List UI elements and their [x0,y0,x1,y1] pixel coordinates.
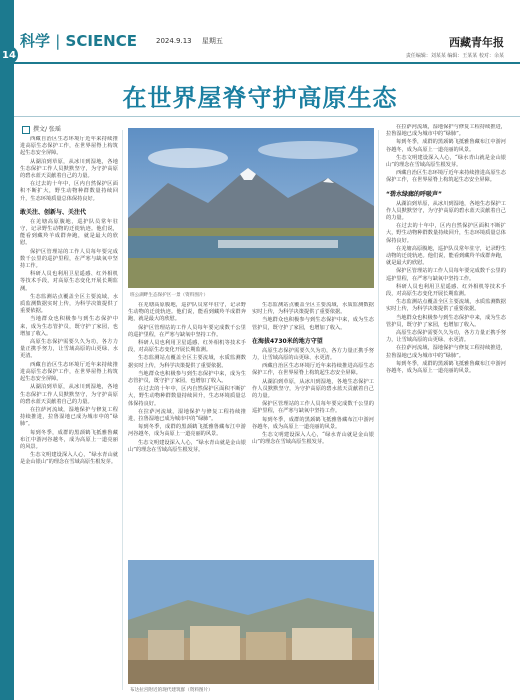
photo-caption: 班公湖畔生态保护区一景（资料图片） [130,293,209,298]
paragraph: 高原生态保护需要久久为功，各方力量正携手努力，让雪域高原的山更绿、水更清。 [386,330,506,344]
paragraph: 当地群众也积极参与到生态保护中来，成为生态管护员，既守护了家园，也增加了收入。 [128,370,246,385]
section-title: 科学 | SCIENCE [20,32,137,50]
paragraph: 在拉萨河流域，湿地保护与修复工程持续推进，拉鲁湿地已成为城市中的“绿肺”。 [386,124,506,138]
paragraph: 生态监测站点覆盖全区主要流域，水质监测数据实时上传，为科学决策提供了重要依据。 [252,302,374,316]
building-photo [128,560,374,684]
paragraph: 在拉萨河流域，湿地保护与修复工程持续推进，拉鲁湿地已成为城市中的“绿肺”。 [386,345,506,359]
article-headline: 在世界屋脊守护高原生态 [122,84,398,112]
paragraph: 科研人员也利用卫星遥感、红外相机等技术手段，对高原生态变化开展长期监测。 [128,340,246,354]
paragraph: 生态文明建设深入人心，“绿水青山就是金山银山”的理念在雪域高原生根发芽。 [20,452,118,466]
paragraph: 在拉萨河流域，湿地保护与修复工程持续推进，拉鲁湿地已成为城市中的“绿肺”。 [20,406,118,428]
date-text: 2024.9.13 [156,37,192,45]
paragraph: 高原生态保护需要久久为功，各方力量正携手努力，让雪域高原的山更绿、水更清。 [252,347,374,362]
paragraph: 当地群众也积极参与到生态保护中来，成为生态管护员，既守护了家园，也增加了收入。 [252,317,374,331]
mountain-lake-photo [128,128,374,288]
headline-rule [14,116,520,117]
paragraph: 保护区管理站的工作人员每年要完成数千公里的巡护里程，在严寒与缺氧中坚持工作。 [20,248,118,270]
paragraph: 生态文明建设深入人心，“绿水青山就是金山银山”的理念在雪域高原生根发芽。 [128,439,246,453]
photo-caption: 布达拉宫附近的现代建筑群（资料图片） [130,688,213,693]
section-title-en: SCIENCE [65,32,137,50]
paragraph: 西藏自治区生态环境厅近年来持续推进高原生态保护工作，在世界屋脊上构筑起生态安全屏障。 [20,361,118,383]
paragraph: 科研人员也利用卫星遥感、红外相机等技术手段，对高原生态变化开展长期监测。 [20,271,118,292]
paragraph: 保护区管理站的工作人员每年要完成数千公里的巡护里程，在严寒与缺氧中坚持工作。 [128,324,246,338]
article-subhead: 敢关注、创新与、关注代 [20,208,87,216]
paragraph: 当地群众也积极参与到生态保护中来，成为生态管护员，既守护了家园，也增加了收入。 [20,316,118,337]
paragraph: 每到冬季，成群的黑颈鹤飞抵雅鲁藏布江中游河谷越冬，成为高原上一道亮丽的风景。 [386,139,506,153]
column-divider [122,130,123,690]
article-column-1 [20,136,118,692]
paragraph: 在羌塘高原腹地，巡护队员常年驻守，记录野生动物的迁徙轨迹。他们说，能看到藏羚羊成群奔跑，就是最大的欣慰。 [386,245,506,267]
section-title-cn: 科学 [20,32,51,50]
paragraph: 生态监测站点覆盖全区主要流域，水质监测数据实时上传，为科学决策提供了重要依据。 [128,355,246,369]
paragraph: 从湖泊到草原，从冰川到湿地，各地生态保护工作人员默默坚守，为守护高原的碧水蓝天贡献着自己的力量。 [20,384,118,405]
newspaper-name: 西藏青年报 [449,36,504,49]
paragraph: 每到冬季，成群的黑颈鹤飞抵雅鲁藏布江中游河谷越冬，成为高原上一道亮丽的风景。 [252,416,374,430]
byline-marker-icon [22,126,30,134]
paragraph: 保护区管理站的工作人员每年要完成数千公里的巡护里程，在严寒与缺氧中坚持工作。 [252,401,374,415]
paragraph: 从湖泊到草原，从冰川到湿地，各地生态保护工作人员默默坚守，为守护高原的碧水蓝天贡献着自己的力量。 [386,200,506,222]
article-byline [22,124,61,134]
paragraph: 在过去的十年中，区内自然保护区面积不断扩大，野生动物种群数量持续回升，生态环境质量总体保持良好。 [128,386,246,407]
paragraph: 每到冬季，成群的黑颈鹤飞抵雅鲁藏布江中游河谷越冬，成为高原上一道亮丽的风景。 [20,429,118,450]
column-divider [378,130,379,690]
paragraph: 生态文明建设深入人心，“绿水青山就是金山银山”的理念在雪域高原生根发芽。 [386,154,506,169]
issue-date [156,36,231,46]
paragraph: 在拉萨河流域，湿地保护与修复工程持续推进，拉鲁湿地已成为城市中的“绿肺”。 [128,408,246,423]
paragraph: 生态文明建设深入人心，“绿水青山就是金山银山”的理念在雪域高原生根发芽。 [252,432,374,446]
editor-credits: 责任编辑：刘某某 编辑：王某某 校对：余某 [405,53,504,59]
paragraph: 在过去的十年中，区内自然保护区面积不断扩大，野生动物种群数量持续回升，生态环境质量总体保持良好。 [20,181,118,202]
paragraph: 从湖泊到草原，从冰川到湿地，各地生态保护工作人员默默坚守，为守护高原的碧水蓝天贡献着自己的力量。 [252,378,374,400]
paragraph: 西藏自治区生态环境厅近年来持续推进高原生态保护工作，在世界屋脊上构筑起生态安全屏障。 [252,363,374,377]
paragraph: 保护区管理站的工作人员每年要完成数千公里的巡护里程，在严寒与缺氧中坚持工作。 [386,268,506,282]
paragraph: 西藏自治区生态环境厅近年来持续推进高原生态保护工作，在世界屋脊上构筑起生态安全屏障。 [20,136,118,157]
paragraph: 生态监测站点覆盖全区主要流域，水质监测数据实时上传，为科学决策提供了重要依据。 [20,293,118,315]
article-subhead: “碧水绿廊的呼吸声” [386,190,442,198]
page-number-badge: 14 [0,46,18,64]
page-header [0,0,520,62]
byline-text: 撰文/ 张瑶 [33,126,61,133]
paragraph: 在羌塘高原腹地，巡护队员常年驻守，记录野生动物的迁徙轨迹。他们说，能看到藏羚羊成群奔跑，就是最大的欣慰。 [128,302,246,323]
header-rule [14,62,520,64]
paragraph: 西藏自治区生态环境厅近年来持续推进高原生态保护工作，在世界屋脊上构筑起生态安全屏障。 [386,170,506,184]
paragraph: 从湖泊到草原，从冰川到湿地，各地生态保护工作人员默默坚守，为守护高原的碧水蓝天贡献着自己的力量。 [20,158,118,180]
article-subhead: 在海拔4730米的地方守望 [252,337,323,345]
paragraph: 在羌塘高原腹地，巡护队员常年驻守，记录野生动物的迁徙轨迹。他们说，能看到藏羚羊成群奔跑，就是最大的欣慰。 [20,218,118,247]
article-column-4 [386,124,506,692]
paragraph: 每到冬季，成群的黑颈鹤飞抵雅鲁藏布江中游河谷越冬，成为高原上一道亮丽的风景。 [386,360,506,375]
paragraph: 科研人员也利用卫星遥感、红外相机等技术手段，对高原生态变化开展长期监测。 [386,283,506,298]
paragraph: 每到冬季，成群的黑颈鹤飞抵雅鲁藏布江中游河谷越冬，成为高原上一道亮丽的风景。 [128,424,246,438]
weekday-text: 星期五 [201,37,223,45]
paragraph: 在过去的十年中，区内自然保护区面积不断扩大，野生动物种群数量持续回升，生态环境质量总体保持良好。 [386,223,506,244]
paragraph: 当地群众也积极参与到生态保护中来，成为生态管护员，既守护了家园，也增加了收入。 [386,314,506,328]
paragraph: 生态监测站点覆盖全区主要流域，水质监测数据实时上传，为科学决策提供了重要依据。 [386,299,506,313]
paragraph: 高原生态保护需要久久为功，各方力量正携手努力，让雪域高原的山更绿、水更清。 [20,339,118,360]
